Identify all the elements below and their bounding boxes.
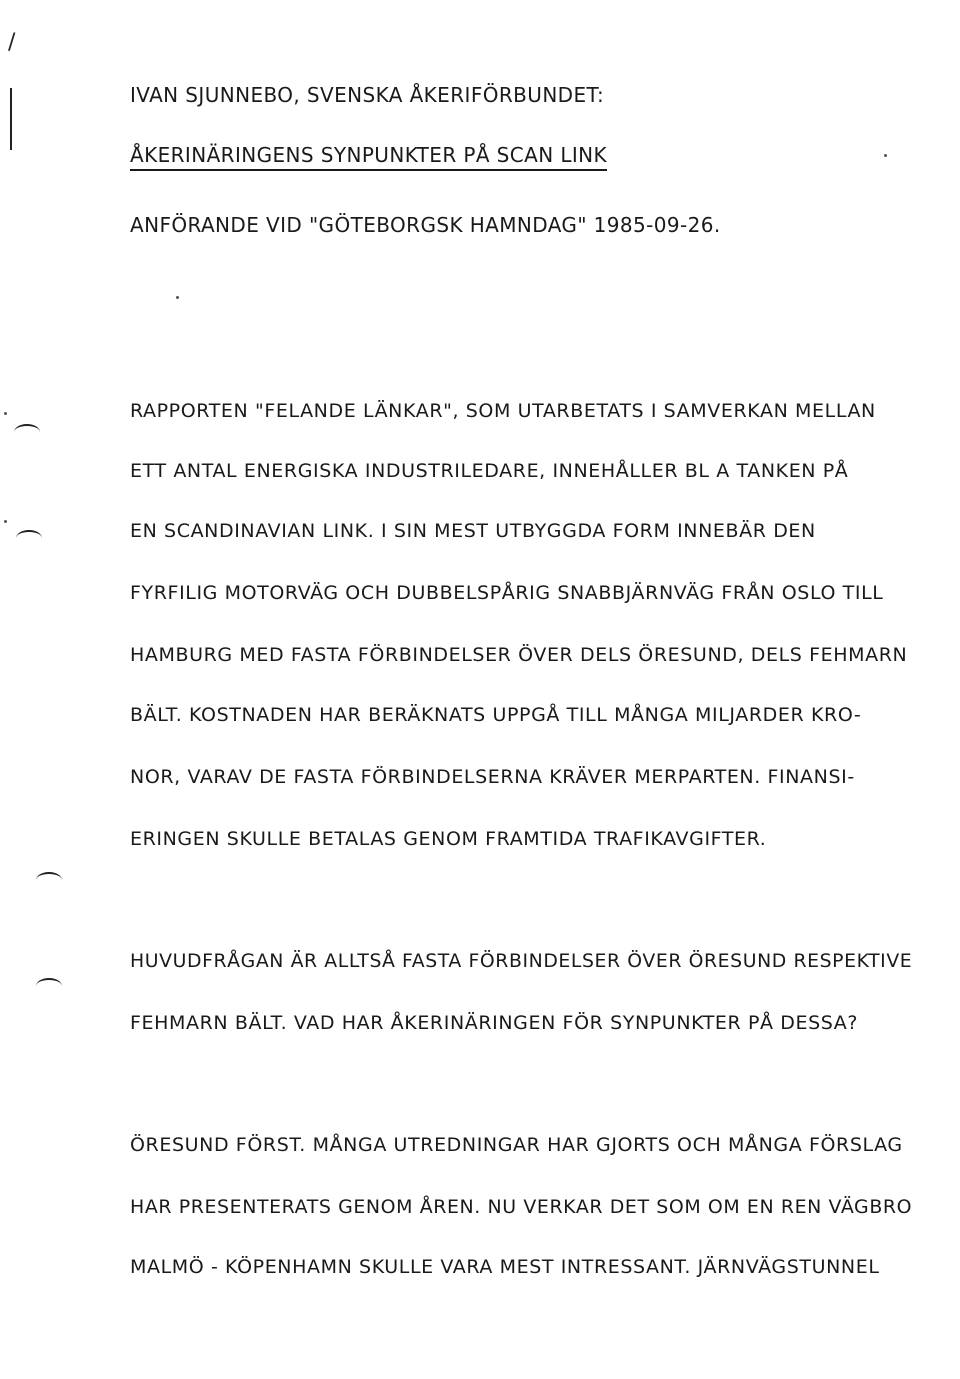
- paragraph-line: FYRFILIG MOTORVÄG OCH DUBBELSPÅRIG SNABBJÄRNVÄG FRÅN OSLO TILL: [130, 582, 884, 604]
- stray-dot: [884, 154, 887, 157]
- paragraph-line: ERINGEN SKULLE BETALAS GENOM FRAMTIDA TRAFIKAVGIFTER.: [130, 828, 767, 850]
- corner-slash-mark: /: [8, 30, 16, 55]
- margin-arc-mark: [16, 530, 42, 546]
- paragraph-line: FEHMARN BÄLT. VAD HAR ÅKERINÄRINGEN FÖR SYNPUNKTER PÅ DESSA?: [130, 1012, 859, 1034]
- document-title: ÅKERINÄRINGENS SYNPUNKTER PÅ SCAN LINK: [130, 144, 607, 171]
- paragraph-line: HAR PRESENTERATS GENOM ÅREN. NU VERKAR DET SOM OM EN REN VÄGBRO: [130, 1196, 913, 1218]
- margin-dot: [4, 520, 7, 523]
- stray-dot: [176, 296, 179, 299]
- paragraph-line: NOR, VARAV DE FASTA FÖRBINDELSERNA KRÄVER MERPARTEN. FINANSI-: [130, 766, 855, 788]
- margin-arc-mark: [36, 978, 62, 994]
- paragraph-line: ÖRESUND FÖRST. MÅNGA UTREDNINGAR HAR GJORTS OCH MÅNGA FÖRSLAG: [130, 1134, 903, 1156]
- paragraph-line: EN SCANDINAVIAN LINK. I SIN MEST UTBYGGDA FORM INNEBÄR DEN: [130, 520, 816, 542]
- document-subtitle: ANFÖRANDE VID "GÖTEBORGSK HAMNDAG" 1985-09-26.: [130, 213, 721, 237]
- paragraph-line: BÄLT. KOSTNADEN HAR BERÄKNATS UPPGÅ TILL MÅNGA MILJARDER KRO-: [130, 704, 862, 726]
- author-line: IVAN SJUNNEBO, SVENSKA ÅKERIFÖRBUNDET:: [130, 83, 605, 107]
- margin-arc-mark: [36, 872, 62, 888]
- paragraph-line: HAMBURG MED FASTA FÖRBINDELSER ÖVER DELS ÖRESUND, DELS FEHMARN: [130, 644, 908, 666]
- left-margin-line: [10, 88, 12, 150]
- paragraph-line: RAPPORTEN "FELANDE LÄNKAR", SOM UTARBETATS I SAMVERKAN MELLAN: [130, 400, 876, 422]
- paragraph-line: ETT ANTAL ENERGISKA INDUSTRILEDARE, INNEHÅLLER BL A TANKEN PÅ: [130, 460, 849, 482]
- paragraph-line: HUVUDFRÅGAN ÄR ALLTSÅ FASTA FÖRBINDELSER ÖVER ÖRESUND RESPEKTIVE: [130, 950, 913, 972]
- paragraph-line: MALMÖ - KÖPENHAMN SKULLE VARA MEST INTRESSANT. JÄRNVÄGSTUNNEL: [130, 1256, 880, 1278]
- margin-arc-mark: [14, 424, 40, 440]
- margin-dot: [4, 412, 7, 415]
